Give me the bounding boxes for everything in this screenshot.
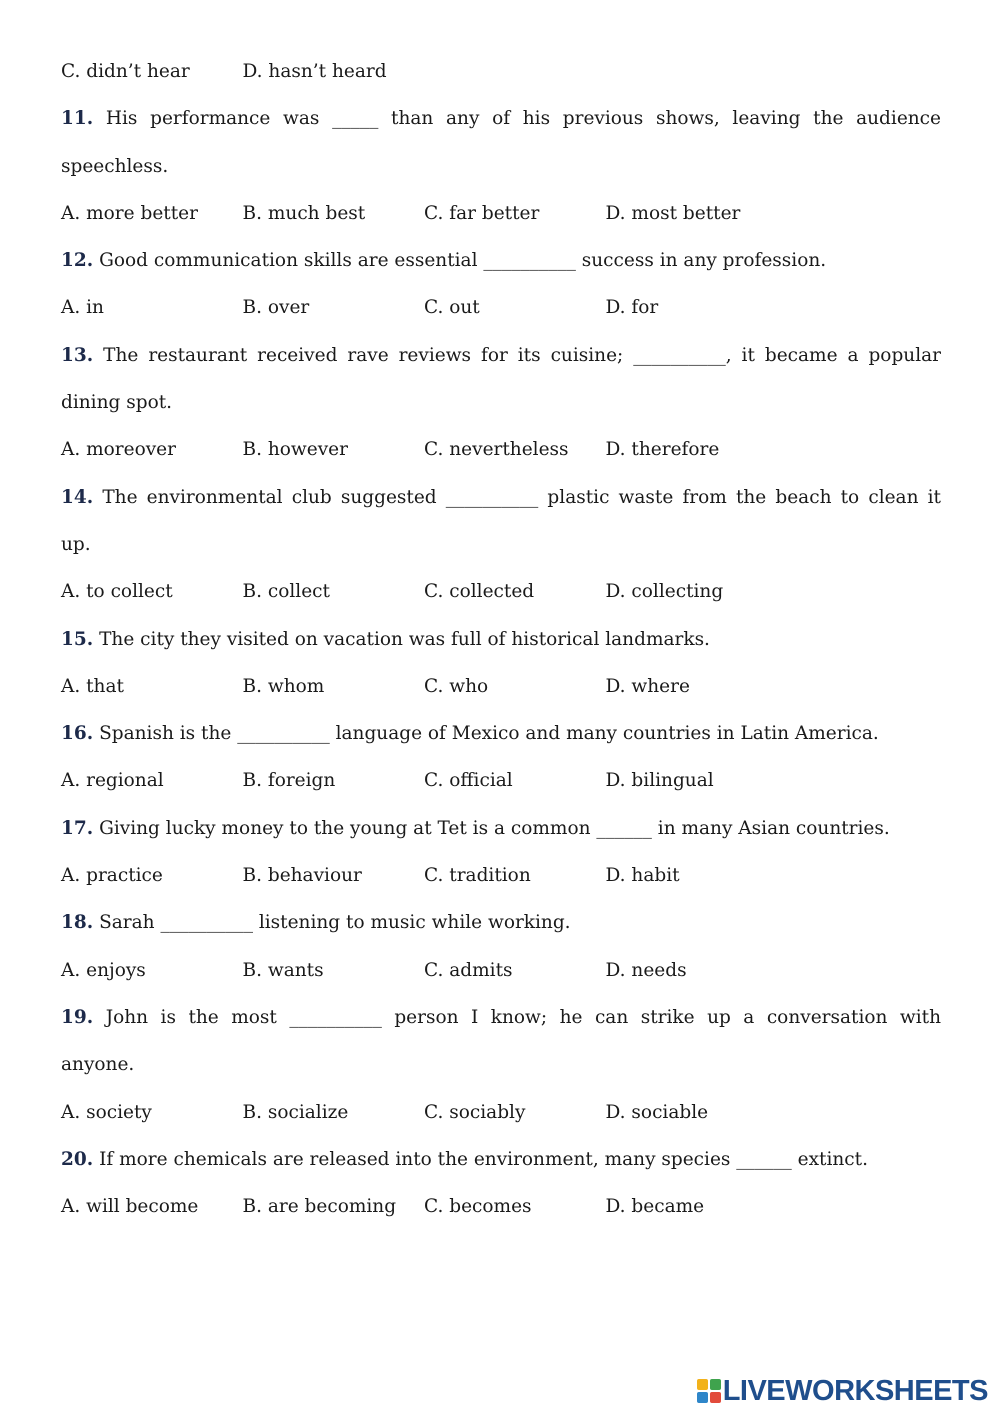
answer-option-c[interactable]: C. collected <box>424 581 535 603</box>
question-text: His performance was _____ than any of his previous shows, leaving the audience <box>105 108 941 130</box>
answer-option-d[interactable]: D. most better <box>605 202 741 224</box>
answer-option-c[interactable]: C. out <box>424 297 480 319</box>
question-text: If more chemicals are released into the environment, many species ______ extinct. <box>99 1148 868 1170</box>
question-text: John is the most __________ person I know; he can strike up a conversation with <box>105 1006 941 1028</box>
question-17-line <box>61 805 941 852</box>
option-c[interactable]: C. didn’t hear <box>61 61 190 82</box>
answer-option-b[interactable]: B. socialize <box>242 1101 349 1123</box>
answer-option-a[interactable]: A. moreover <box>61 439 176 461</box>
answer-option-c[interactable]: C. tradition <box>424 865 531 887</box>
question-number: 16. <box>61 723 94 745</box>
question-text: The city they visited on vacation was full of historical landmarks. <box>99 628 710 650</box>
answer-option-a[interactable]: A. more better <box>61 202 198 224</box>
question-text: Sarah __________ listening to music while working. <box>99 912 571 934</box>
question-text: Spanish is the __________ language of Mexico and many countries in Latin America. <box>99 723 879 745</box>
answer-option-b[interactable]: B. whom <box>242 675 325 697</box>
question-number: 20. <box>61 1148 94 1170</box>
answer-option-c[interactable]: C. far better <box>424 202 540 224</box>
answer-option-d[interactable]: D. therefore <box>605 439 720 461</box>
question-text: Good communication skills are essential __________ success in any profession. <box>99 250 827 272</box>
answer-option-d[interactable]: D. bilingual <box>605 770 714 792</box>
answer-option-d[interactable]: D. where <box>605 675 690 697</box>
answer-options <box>61 757 941 804</box>
question-11-line <box>61 95 941 142</box>
answer-options <box>61 190 941 237</box>
question-text: anyone. <box>61 1054 135 1076</box>
answer-option-d[interactable]: D. for <box>605 297 659 319</box>
answer-options <box>61 568 941 615</box>
answer-option-b[interactable]: B. behaviour <box>242 865 362 887</box>
answer-options <box>61 663 941 710</box>
question-list <box>61 95 941 1230</box>
question-15-line <box>61 616 941 663</box>
question-number: 12. <box>61 250 94 272</box>
answer-options <box>61 1089 941 1136</box>
liveworksheets-icon <box>697 1379 721 1403</box>
answer-options <box>61 1183 941 1230</box>
question-20-line <box>61 1136 941 1183</box>
question-number: 18. <box>61 912 94 934</box>
answer-option-c[interactable]: C. sociably <box>424 1101 526 1123</box>
answer-option-b[interactable]: B. foreign <box>242 770 336 792</box>
logo-text: LIVEWORKSHEETS <box>722 1374 988 1407</box>
question-18-line <box>61 899 941 946</box>
answer-option-d[interactable]: D. sociable <box>605 1101 709 1123</box>
question-16-line <box>61 710 941 757</box>
question-text: The restaurant received rave reviews for its cuisine; __________, it became a popular <box>103 344 941 366</box>
answer-option-b[interactable]: B. are becoming <box>242 1196 397 1218</box>
answer-option-b[interactable]: B. collect <box>242 581 330 603</box>
question-14-line <box>61 521 941 568</box>
question-text: The environmental club suggested __________ plastic waste from the beach to clean it <box>102 486 941 508</box>
question-text: Giving lucky money to the young at Tet is a common ______ in many Asian countries. <box>99 817 890 839</box>
answer-option-b[interactable]: B. much best <box>242 202 366 224</box>
top-options <box>61 48 941 95</box>
answer-option-d[interactable]: D. became <box>605 1196 705 1218</box>
answer-options <box>61 852 941 899</box>
answer-option-d[interactable]: D. habit <box>605 865 680 887</box>
question-19-line <box>61 1041 941 1088</box>
question-text: dining spot. <box>61 392 173 414</box>
answer-option-a[interactable]: A. society <box>61 1101 152 1123</box>
liveworksheets-logo <box>697 1376 988 1406</box>
question-number: 11. <box>61 108 94 130</box>
worksheet-page <box>61 48 941 1230</box>
question-number: 19. <box>61 1006 94 1028</box>
answer-option-c[interactable]: C. who <box>424 675 489 697</box>
answer-option-d[interactable]: D. collecting <box>605 581 724 603</box>
question-number: 13. <box>61 344 94 366</box>
answer-option-a[interactable]: A. that <box>61 675 124 697</box>
answer-option-b[interactable]: B. wants <box>242 959 324 981</box>
answer-option-c[interactable]: C. becomes <box>424 1196 532 1218</box>
answer-options <box>61 284 941 331</box>
answer-option-a[interactable]: A. to collect <box>61 581 173 603</box>
answer-option-a[interactable]: A. in <box>61 297 104 319</box>
answer-option-b[interactable]: B. however <box>242 439 348 461</box>
question-text: up. <box>61 533 91 555</box>
answer-option-a[interactable]: A. will become <box>61 1196 199 1218</box>
answer-option-b[interactable]: B. over <box>242 297 310 319</box>
answer-option-a[interactable]: A. enjoys <box>61 959 146 981</box>
question-number: 14. <box>61 486 94 508</box>
answer-option-a[interactable]: A. regional <box>61 770 164 792</box>
answer-option-c[interactable]: C. nevertheless <box>424 439 569 461</box>
answer-options <box>61 947 941 994</box>
question-text: speechless. <box>61 155 169 177</box>
question-19-line <box>61 994 941 1041</box>
question-14-line <box>61 474 941 521</box>
answer-option-c[interactable]: C. official <box>424 770 513 792</box>
question-13-line <box>61 332 941 379</box>
answer-option-d[interactable]: D. needs <box>605 959 687 981</box>
question-number: 17. <box>61 817 94 839</box>
question-11-line <box>61 143 941 190</box>
answer-option-a[interactable]: A. practice <box>61 865 163 887</box>
question-12-line <box>61 237 941 284</box>
question-number: 15. <box>61 628 94 650</box>
answer-option-c[interactable]: C. admits <box>424 959 513 981</box>
question-13-line <box>61 379 941 426</box>
answer-options <box>61 426 941 473</box>
option-d[interactable]: D. hasn’t heard <box>242 61 387 82</box>
